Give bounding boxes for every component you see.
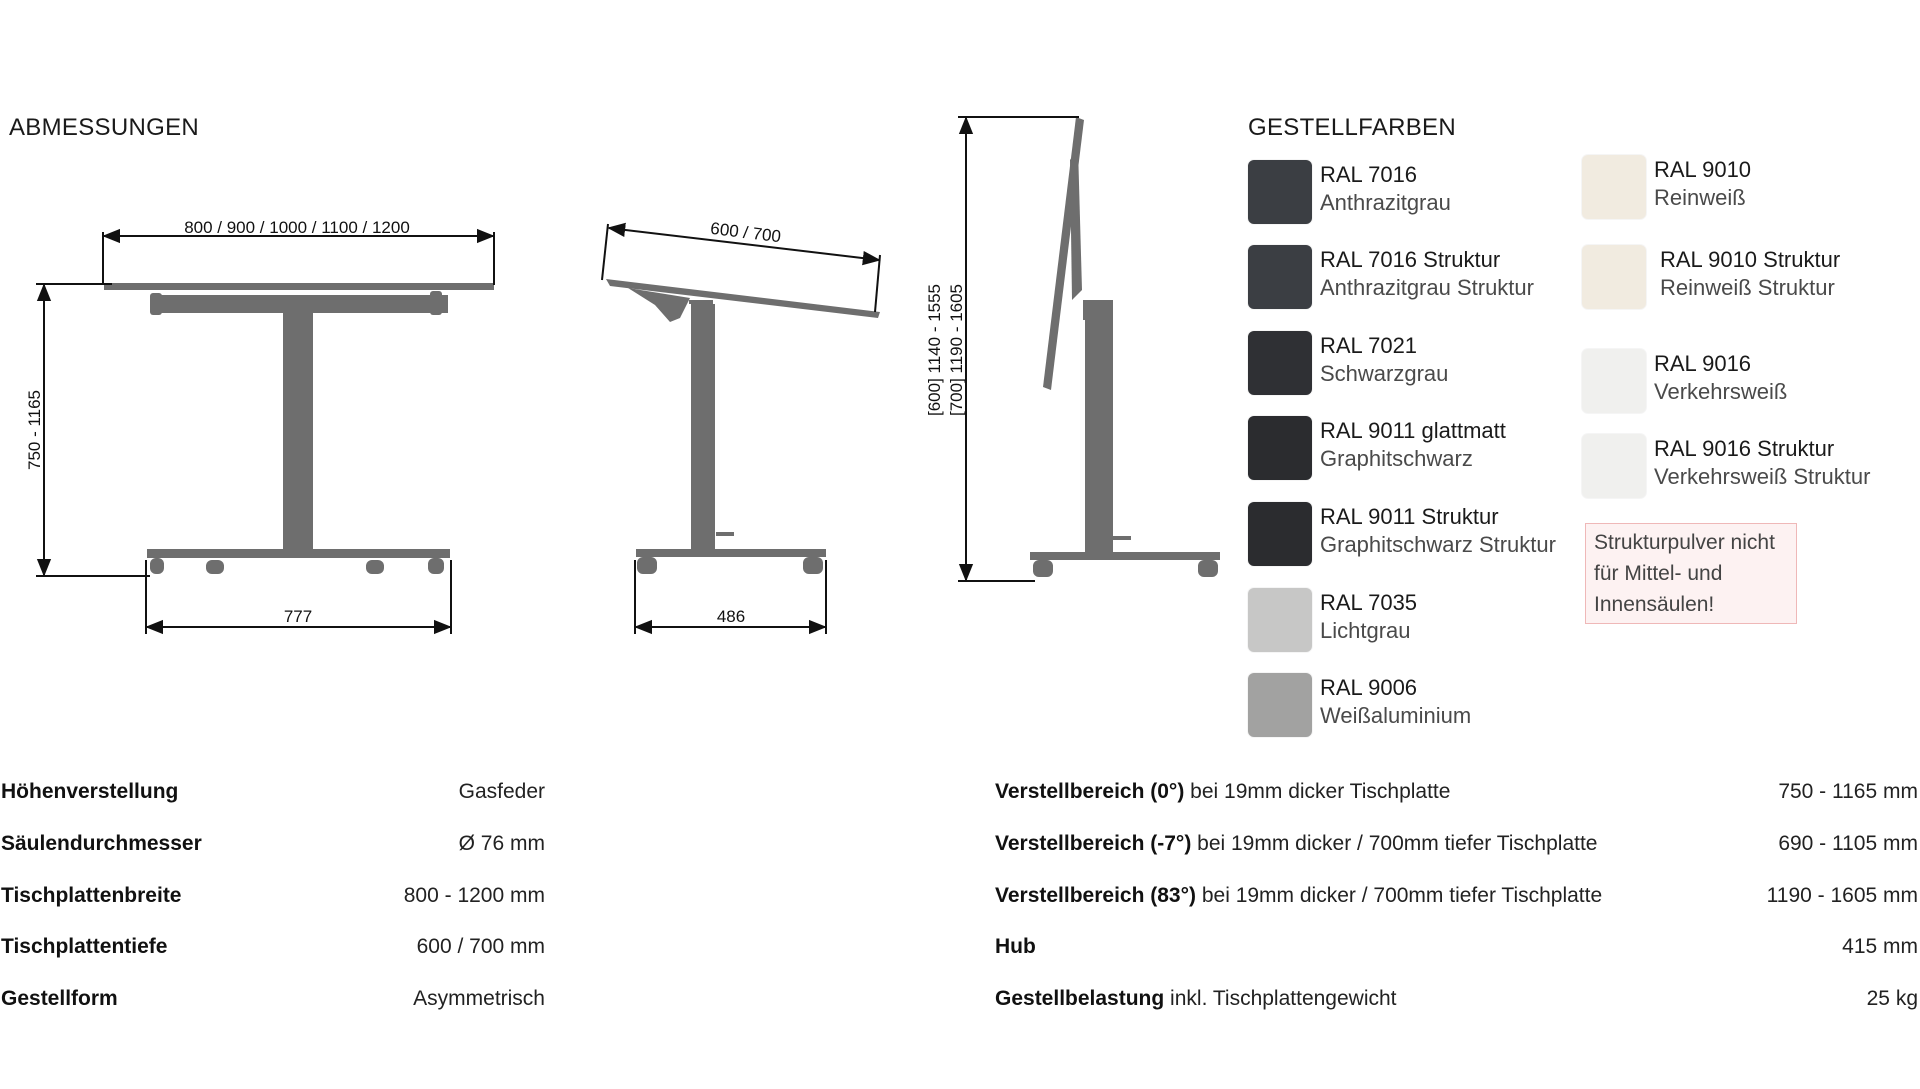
tilted-height-label-2: [700] 1190 - 1605 [947, 283, 966, 417]
color-chip [1582, 155, 1646, 219]
color-chip [1248, 502, 1312, 566]
front-height-label: 750 - 1165 [25, 389, 44, 471]
tilted-view-table [1030, 117, 1220, 577]
spec-row [995, 832, 1918, 862]
spec-row [995, 935, 1918, 965]
spec-label: Gestellform [1, 987, 118, 1010]
dimension-drawing [0, 0, 1240, 660]
color-chip [1248, 416, 1312, 480]
color-code: RAL 7016 [1320, 162, 1418, 187]
spec-row [1, 884, 545, 914]
color-chip [1248, 673, 1312, 737]
spec-label: Hub [995, 935, 1036, 958]
spec-row [995, 780, 1918, 810]
spec-label-suffix: bei 19mm dicker / 700mm tiefer Tischplatte [1191, 832, 1598, 855]
color-name: Graphitschwarz [1320, 446, 1473, 471]
color-name: Reinweiß [1654, 185, 1746, 210]
color-swatch-ral-9010 [1582, 155, 1751, 219]
spec-row [1, 987, 545, 1017]
color-code: RAL 9011 glattmatt [1320, 418, 1506, 443]
front-height-dimension [25, 284, 150, 576]
spec-label: Verstellbereich (0°) [995, 780, 1185, 803]
spec-label: Verstellbereich (83°) [995, 884, 1196, 907]
color-chip [1248, 331, 1312, 395]
color-name: Verkehrsweiß Struktur [1654, 464, 1871, 489]
color-chip [1582, 245, 1646, 309]
color-name: Anthrazitgrau Struktur [1320, 275, 1534, 300]
spec-label: Höhenverstellung [1, 780, 179, 803]
spec-value: 690 - 1105 mm [1778, 832, 1918, 855]
side-view-table [606, 279, 880, 574]
color-swatch-ral-9016 [1582, 349, 1787, 413]
spec-row [995, 987, 1918, 1017]
spec-value: Ø 76 mm [458, 832, 545, 855]
front-width-dimension [103, 218, 494, 285]
color-code: RAL 9016 [1654, 351, 1752, 376]
color-code: RAL 7035 [1320, 590, 1418, 615]
spec-value: 750 - 1165 mm [1778, 780, 1918, 803]
spec-label: Gestellbelastung [995, 987, 1165, 1010]
color-swatch-ral-7016-struktur [1248, 245, 1534, 309]
color-swatch-ral-7016 [1248, 160, 1451, 224]
color-name: Lichtgrau [1320, 618, 1411, 643]
color-chip [1582, 434, 1646, 498]
color-code: RAL 9010 [1654, 157, 1752, 182]
spec-label-suffix: bei 19mm dicker / 700mm tiefer Tischplatte [1196, 884, 1603, 907]
spec-value: Asymmetrisch [413, 987, 545, 1010]
side-base-dimension [635, 560, 826, 634]
spec-row [995, 884, 1918, 914]
spec-label: Tischplattentiefe [1, 935, 168, 958]
color-name: Anthrazitgrau [1320, 190, 1451, 215]
spec-label: Säulendurchmesser [1, 832, 202, 855]
color-code: RAL 7021 [1320, 333, 1418, 358]
spec-label: Verstellbereich (-7°) [995, 832, 1192, 855]
spec-value: 415 mm [1842, 935, 1918, 958]
spec-value: 25 kg [1866, 987, 1918, 1010]
spec-label-suffix: bei 19mm dicker Tischplatte [1184, 780, 1451, 803]
spec-value: 600 / 700 mm [416, 935, 545, 958]
spec-label-suffix: inkl. Tischplattengewicht [1164, 987, 1397, 1010]
color-code: RAL 9010 Struktur [1660, 247, 1841, 272]
spec-row [1, 935, 545, 965]
color-code: RAL 9016 Struktur [1654, 436, 1835, 461]
side-depth-label: 600 / 700 [709, 218, 783, 247]
spec-value: Gasfeder [458, 780, 545, 803]
front-base-label: 777 [283, 607, 313, 626]
color-swatch-ral-9006 [1248, 673, 1471, 737]
spec-label: Tischplattenbreite [1, 884, 182, 907]
tilted-height-label-1: [600] 1140 - 1555 [925, 283, 944, 417]
color-swatch-ral-9016-struktur [1582, 434, 1870, 498]
color-swatch-ral-9010-struktur [1582, 245, 1840, 309]
color-swatch-ral-9011-glattmatt [1248, 416, 1506, 480]
front-base-dimension [146, 560, 451, 634]
side-base-label: 486 [716, 607, 746, 626]
spec-value: 1190 - 1605 mm [1766, 884, 1918, 907]
dimensions-title: ABMESSUNGEN [9, 114, 200, 141]
color-name: Reinweiß Struktur [1660, 275, 1835, 300]
color-name: Verkehrsweiß [1654, 379, 1788, 404]
color-swatch-ral-7021 [1248, 331, 1448, 395]
front-view-table [104, 283, 494, 574]
color-code: RAL 7016 Struktur [1320, 247, 1501, 272]
color-chip [1582, 349, 1646, 413]
color-chip [1248, 245, 1312, 309]
color-swatch-ral-9011-struktur [1248, 502, 1556, 566]
colors-title: GESTELLFARBEN [1248, 114, 1456, 141]
spec-value: 800 - 1200 mm [403, 884, 545, 907]
color-chip [1248, 588, 1312, 652]
color-swatch-ral-7035 [1248, 588, 1417, 652]
color-name: Schwarzgrau [1320, 361, 1449, 386]
struktur-warning-note: Strukturpulver nicht für Mittel- und Innensäulen! [1585, 523, 1797, 624]
color-name: Graphitschwarz Struktur [1320, 532, 1556, 557]
spec-row [1, 832, 545, 862]
color-chip [1248, 160, 1312, 224]
spec-row [1, 780, 545, 810]
color-code: RAL 9006 [1320, 675, 1418, 700]
color-code: RAL 9011 Struktur [1320, 504, 1499, 529]
front-width-label: 800 / 900 / 1000 / 1100 / 1200 [184, 218, 410, 237]
color-name: Weißaluminium [1320, 703, 1472, 728]
